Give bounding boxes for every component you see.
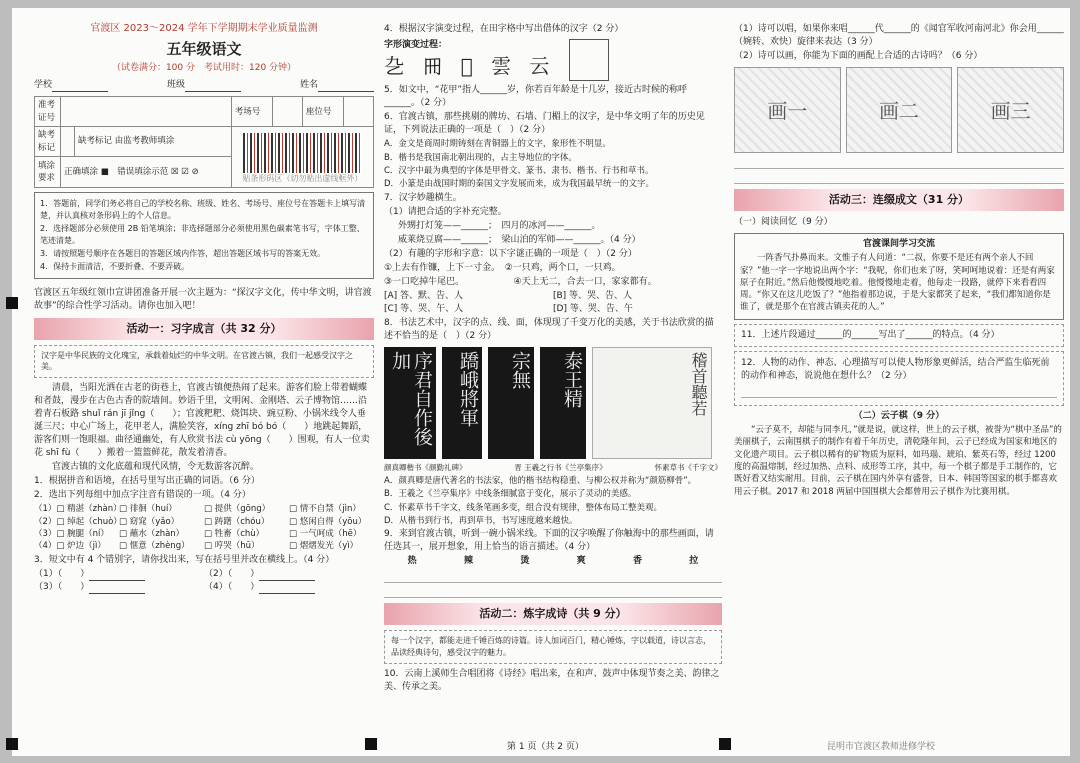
answer-card-header: 准考证号 考场号 座位号 缺考标记 缺考标记 由监考教师填涂 贴条形码区（切勿贴出虚线框外） 填涂要求 正确填涂 ■ 错误填涂示范 ☒ ☑ ⊘ xyxy=(34,96,374,187)
option[interactable]: □ 惬意（zhèng） xyxy=(119,541,190,552)
option[interactable]: [B] 等、哭、告、人 xyxy=(553,290,633,301)
activity3-banner: 活动三：连缀成文（31 分） xyxy=(734,189,1064,211)
section-heading: （二）云子棋（9 分） xyxy=(853,410,945,421)
fill-line[interactable]: 外甥打灯笼——______； 四月的冰河——______。 xyxy=(398,220,601,231)
blank-label: （2）（ ） xyxy=(204,568,260,579)
option[interactable]: B．楷书是我国南北朝出现的，占主导地位的字体。 xyxy=(384,152,577,163)
question-8: 8．书法艺术中，汉字的点、线、面，体现现了千变万化的美感，关于书法欣赏的描述不恰当的是（ ）（2 分） xyxy=(384,317,714,341)
option[interactable]: □ 牲畜（chù） xyxy=(204,528,265,539)
missing-checkbox[interactable] xyxy=(61,126,75,156)
question-6: 6．官渡古镇，那些挑剔的牌坊、石墙、门楣上的汉字，是中华文明了年的历史见证，下列说法正确的一项是（ ）（2 分） xyxy=(384,112,705,136)
intro-text: 官渡区五年级红领巾宣讲团准备开展一次主题为：“探汉字文化，传中华文明，讲官渡故事”的综合性学习活动。请你也加入吧！ xyxy=(34,287,372,311)
word-choice[interactable]: 热 xyxy=(407,556,417,567)
tianzige-box[interactable] xyxy=(569,39,609,81)
caption: 怀素草书《千字文》 xyxy=(654,463,722,473)
option[interactable]: □ 蘸水（zhàn） xyxy=(119,528,185,539)
seat-label: 座位号 xyxy=(302,97,343,127)
exam-meta: （试卷满分：100 分 考试用时：120 分钟） xyxy=(111,63,297,74)
registration-marker xyxy=(719,738,731,750)
option[interactable]: □ 踌躇（chóu） xyxy=(204,516,270,527)
question-9: 9．来到官渡古镇，听到一碗小锅米线。下面的汉字唤醒了你触海中的那些画面，请任选其一，展开想象，用上恰当的语言描述。（4 分） xyxy=(384,529,714,553)
registration-marker xyxy=(365,738,377,750)
word-choice[interactable]: 香 xyxy=(632,556,642,567)
riddle-line: ③一口吃掉牛尾巴。 ④天上无二，合去一口，家家都有。 xyxy=(384,276,657,287)
calligraphy-captions xyxy=(384,463,722,474)
option[interactable]: A．金文是商周时期铸刻在青铜器上的文字，象形性不明显。 xyxy=(384,139,611,150)
caption: 晋 王羲之行书《兰亭集序》 xyxy=(514,463,607,473)
option[interactable]: [D] 等、哭、告、午 xyxy=(553,303,633,314)
blank-input[interactable] xyxy=(259,584,315,594)
option[interactable]: □ 徘徊（huí） xyxy=(119,504,177,515)
activity2-box: 每一个汉字，都能走进千锤百炼的诗篇。诗人加词百门，精心锤炼，字以载道，诗以言志，品读经典诗句，感受汉字的魅力。 xyxy=(384,630,722,663)
passage-closing: 官渡古镇的文化底蕴和现代风情，令无数游客沉醉。 xyxy=(52,462,260,473)
question-10: 10．云南上溪师生合唱团将《诗经》唱出来，在和声、鼓声中体现节奏之美、韵律之美、传承之美。 xyxy=(384,668,720,692)
option[interactable]: □ 情不自禁（jìn） xyxy=(289,504,361,515)
page-number: 第 1 页（共 2 页） xyxy=(507,742,584,752)
question-3: 3．短文中有 4 个错别字，请你找出来，写在括号里并改在横线上。（4 分） xyxy=(34,554,335,565)
option[interactable]: [C] 等、哭、午、人 xyxy=(384,303,464,314)
exam-id-grid[interactable] xyxy=(61,97,232,127)
blank-label: （3）（ ） xyxy=(34,581,90,592)
poem-picture: 画二 xyxy=(846,67,953,153)
blank-label: （4）（ ） xyxy=(204,581,260,592)
question-5: 5．如文中，“花甲”指人______岁，你若百年龄是十几岁，接近古时候的称呼______。（2 分） xyxy=(384,85,688,109)
option[interactable]: （2）□ 绰起（chuò） xyxy=(34,516,122,527)
calligraphy-yan: 序君自作後加 xyxy=(384,347,436,459)
evolution-label: 字形演变过程： xyxy=(384,40,448,51)
student-fields xyxy=(34,79,374,92)
question-4: 4．根据汉字演变过程，在田字格中写出借体的汉字（2 分） xyxy=(384,24,624,34)
word-choice[interactable]: 辣 xyxy=(463,556,473,567)
blank-input[interactable] xyxy=(259,571,315,581)
question-10-part2: （2）诗可以画，你能为下面的画配上合适的古诗吗？（6 分） xyxy=(734,51,983,62)
barcode-area xyxy=(243,133,362,173)
calligraphy-wang-2: 泰王精 xyxy=(540,347,586,459)
q3-blanks xyxy=(34,568,374,594)
blank-input[interactable] xyxy=(89,584,145,594)
correct-fill-label: 正确填涂 xyxy=(64,166,99,177)
story-box xyxy=(734,233,1064,320)
footer-org: 昆明市官渡区教师进修学校 xyxy=(827,742,936,752)
option[interactable]: （1）□ 精湛（zhàn） xyxy=(34,504,122,515)
seat-input[interactable] xyxy=(344,97,374,127)
name-label: 姓名 xyxy=(299,80,318,91)
answer-line[interactable] xyxy=(734,172,1064,184)
option[interactable]: □ 悠闲自得（yōu） xyxy=(289,516,367,527)
answer-line[interactable] xyxy=(384,586,722,598)
question-2: 2．选出下列每组中加点字注音有错误的一项。（4 分） xyxy=(34,490,251,501)
poem-picture: 画三 xyxy=(957,67,1064,153)
q9-words xyxy=(384,555,722,568)
option[interactable]: □ 窈窕（yǎo） xyxy=(119,516,180,527)
subject-title: 五年级语文 xyxy=(166,39,242,58)
section-heading: （一）阅读回忆（9 分） xyxy=(734,217,833,228)
column-2 xyxy=(384,22,722,734)
note-item: 2．选择题部分必须使用 2B 铅笔填涂；非选择题部分必须使用黑色碳素笔书写，字体工整、笔迹清楚。 xyxy=(40,223,365,245)
column-3 xyxy=(734,22,1064,734)
note-item: 4．保持卡面清洁，不要折叠、不要弄破。 xyxy=(40,261,190,271)
missing-mark-label: 缺考标记 由监考教师填涂 xyxy=(75,126,232,156)
question-1: 1．根据拼音和语境，在括号里写出正确的词语。（6 分） xyxy=(34,476,260,487)
answer-line[interactable] xyxy=(734,157,1064,169)
q2-options xyxy=(34,503,374,552)
evolution-row xyxy=(384,39,722,81)
question-10-part1: （1）诗可以唱，如果你来唱______代______的《闻官军收河南河北》你会用______（婉转、欢快）旋律来表达（3 分） xyxy=(734,24,1064,48)
word-choice[interactable]: 拉 xyxy=(689,556,699,567)
note-item: 3．请按照题号顺序在各题目的答题区域内作答，超出答题区域书写的答案无效。 xyxy=(40,248,326,258)
notes-box xyxy=(34,192,374,279)
riddle-line: ①上去有作镰，上下一寸金。 ②一只鸡，两个口，一只鸡。 xyxy=(384,262,621,273)
exam-title: 官渡区 2023～2024 学年下学期期末学业质量监测 xyxy=(90,23,318,34)
q12-box[interactable] xyxy=(734,351,1064,406)
blank-label: （1）（ ） xyxy=(34,568,90,579)
answer-line[interactable] xyxy=(384,571,722,583)
question-7-part1: （1）请把合适的字补充完整。 xyxy=(384,206,507,217)
activity1-banner: 活动一：习字成言（共 32 分） xyxy=(34,318,374,340)
caption: 颜真卿楷书《颜勤礼碑》 xyxy=(384,463,467,473)
exam-room-input[interactable] xyxy=(272,97,302,127)
reading-passage: “云子莫不，却能与同李凡，”就是说，就这样，世上的云子棋，被誉为“棋中圣品”的美丽棋子，云南围棋子的制作有着千年历史，清乾隆年间，云子已经成为国家和地区的文化遗产项目。云子棋以稀有的矿物质为原料，如玛瑙、琥珀、紫英石等，经过 1200 度的高温熔制，经过加热、点料、成形等工序，其中，每一个棋子都是手工制作的，它既好看又结实耐用。目前，云子棋在国内外享有盛誉，日本、韩国等国家的棋手都喜欢用云子棋。2017 和 2018 两届中国围棋大会都曾用云子棋作为比赛用棋。 xyxy=(734,424,1062,497)
option[interactable]: （4）□ 炉边（jì） xyxy=(34,541,106,552)
calligraphy-yan-2: 蹻峨將軍 xyxy=(442,347,482,459)
riddle-options xyxy=(384,290,722,316)
exam-sheet xyxy=(12,8,1070,756)
option[interactable]: □ 熠熠发光（yì） xyxy=(289,541,359,552)
answer-line[interactable] xyxy=(741,386,1057,398)
registration-marker xyxy=(6,738,18,750)
class-label: 班级 xyxy=(166,80,185,91)
option[interactable]: □ 一气呵成（hē） xyxy=(289,528,362,539)
passage: 清晨，当阳光洒在古老的街巷上，官渡古镇便热闹了起来。游客们脸上带着蝴蝶和者鼓，漫步在古色古香的院墙间。妙语千里，文明闲、金刚塔、云子博物馆……沿着青石板路 shuǐ rán jī jǐng（ ）；官渡粑粑、烧饵块、豌豆粉、小锅米线令人垂涎三尺；中心广场上，花甲老人，满脸笑容，xíng zhī bó bó（ ）地跳起舞蹈，游客们则一饱眼福。曲径通幽处，有人欣赏书法 cù yōng（ ）围观，有人一位卖花 shī fù（ ）搬着一篮篮鲜花，散发着清香。 xyxy=(34,382,370,459)
option[interactable]: （3）□ 腕腿（ní） xyxy=(34,528,109,539)
barcode-label: 贴条形码区（切勿贴出虚线框外） xyxy=(242,173,363,183)
poem-pictures xyxy=(734,67,1064,153)
fill-line[interactable]: 威莱烧豆腐——______； 梁山泊的军师——______。（4 分） xyxy=(398,234,641,245)
option[interactable]: C．怀素草书千字文，线条笔画多变，组合没有规律，整体布局工整美观。 xyxy=(384,502,662,513)
evolution-glyphs: 㐇 𠕁 𩂚 雲 云 xyxy=(384,54,556,79)
calligraphy-images xyxy=(384,347,722,459)
calligraphy-wang: 宗無 xyxy=(488,347,534,459)
poem-picture: 画一 xyxy=(734,67,841,153)
activity1-box: 汉字是中华民族的文化瑰宝，承载着灿烂的中华文明。在官渡古镇，我们一起感受汉字之美。 xyxy=(34,345,374,378)
option[interactable]: D．从楷书到行书，再到草书，书写速度越来越快。 xyxy=(384,515,578,526)
story-text: 一阵香气扑鼻而来。文惟子有人问道：“二叔，你要不是还有两个亲人不回家？”他一字一字地说出两个字：“我呢，你们也来了呀，笑呵呵地说着：还是有两家原子在附近。”然后他慢慢地吃着。他慢慢地走着，他每走一段路，就停下来看看四周。“你又在这儿吃饭了？”他指着那边说，于是大家都笑了起来，“我们都知道你是谁了，就是那个在官渡古镇卖花的人。” xyxy=(740,253,1055,313)
option[interactable]: C．汉字中最为典型的字体是甲骨文、篆书、隶书、楷书、行书和草书。 xyxy=(384,165,654,176)
school-label: 学校 xyxy=(34,80,53,91)
story-title: 官渡课间学习交流 xyxy=(862,239,935,250)
column-1 xyxy=(34,22,374,734)
option[interactable]: D．小篆是由战国时期的秦国文字发展而来，成为我国最早统一的文字。 xyxy=(384,179,655,190)
blank-input[interactable] xyxy=(89,571,145,581)
option[interactable]: B．王羲之《兰亭集序》中线条细腻富于变化，展示了灵动的美感。 xyxy=(384,489,637,500)
registration-marker xyxy=(6,297,18,309)
exam-room-label: 考场号 xyxy=(231,97,272,127)
option[interactable]: A．颜真卿是唐代著名的书法家，他的楷书结构稳重、与柳公权并称为“颜筋柳骨”。 xyxy=(384,475,697,486)
school-input[interactable] xyxy=(52,82,108,92)
calligraphy-huaisu: 稽首聽若 xyxy=(592,347,712,459)
option[interactable]: □ 哼哭（hū） xyxy=(204,541,260,552)
word-choice[interactable]: 爽 xyxy=(576,556,586,567)
option[interactable]: [A] 答、默、告、人 xyxy=(384,290,464,301)
activity2-banner: 活动二：炼字成诗（共 9 分） xyxy=(384,603,722,625)
question-12: 12．人物的动作、神态、心理描写可以使人物形象更鲜活，结合严监生临死前的动作和神态，说说他在想什么？（2 分） xyxy=(741,357,1050,381)
question-7-part2: （2）有趣的字形和字意：以下字谜正确的一项是（ ）（2 分） xyxy=(384,248,637,259)
option[interactable]: □ 提供（gōng） xyxy=(204,504,271,515)
note-item: 1．答题前，同学们务必将自己的学校名称、班级、姓名、考场号、座位号在答题卡上填写清楚，并认真核对条形码上的个人信息。 xyxy=(40,198,366,220)
q11-box[interactable]: 11．上述片段通过______的______写出了______的特点。（4 分） xyxy=(734,324,1064,347)
word-choice[interactable]: 烫 xyxy=(520,556,530,567)
class-input[interactable] xyxy=(185,82,241,92)
name-input[interactable] xyxy=(318,82,374,92)
question-7: 7．汉字妙趣横生。 xyxy=(384,192,462,203)
wrong-fill-label: 错误填涂示范 xyxy=(117,166,169,177)
